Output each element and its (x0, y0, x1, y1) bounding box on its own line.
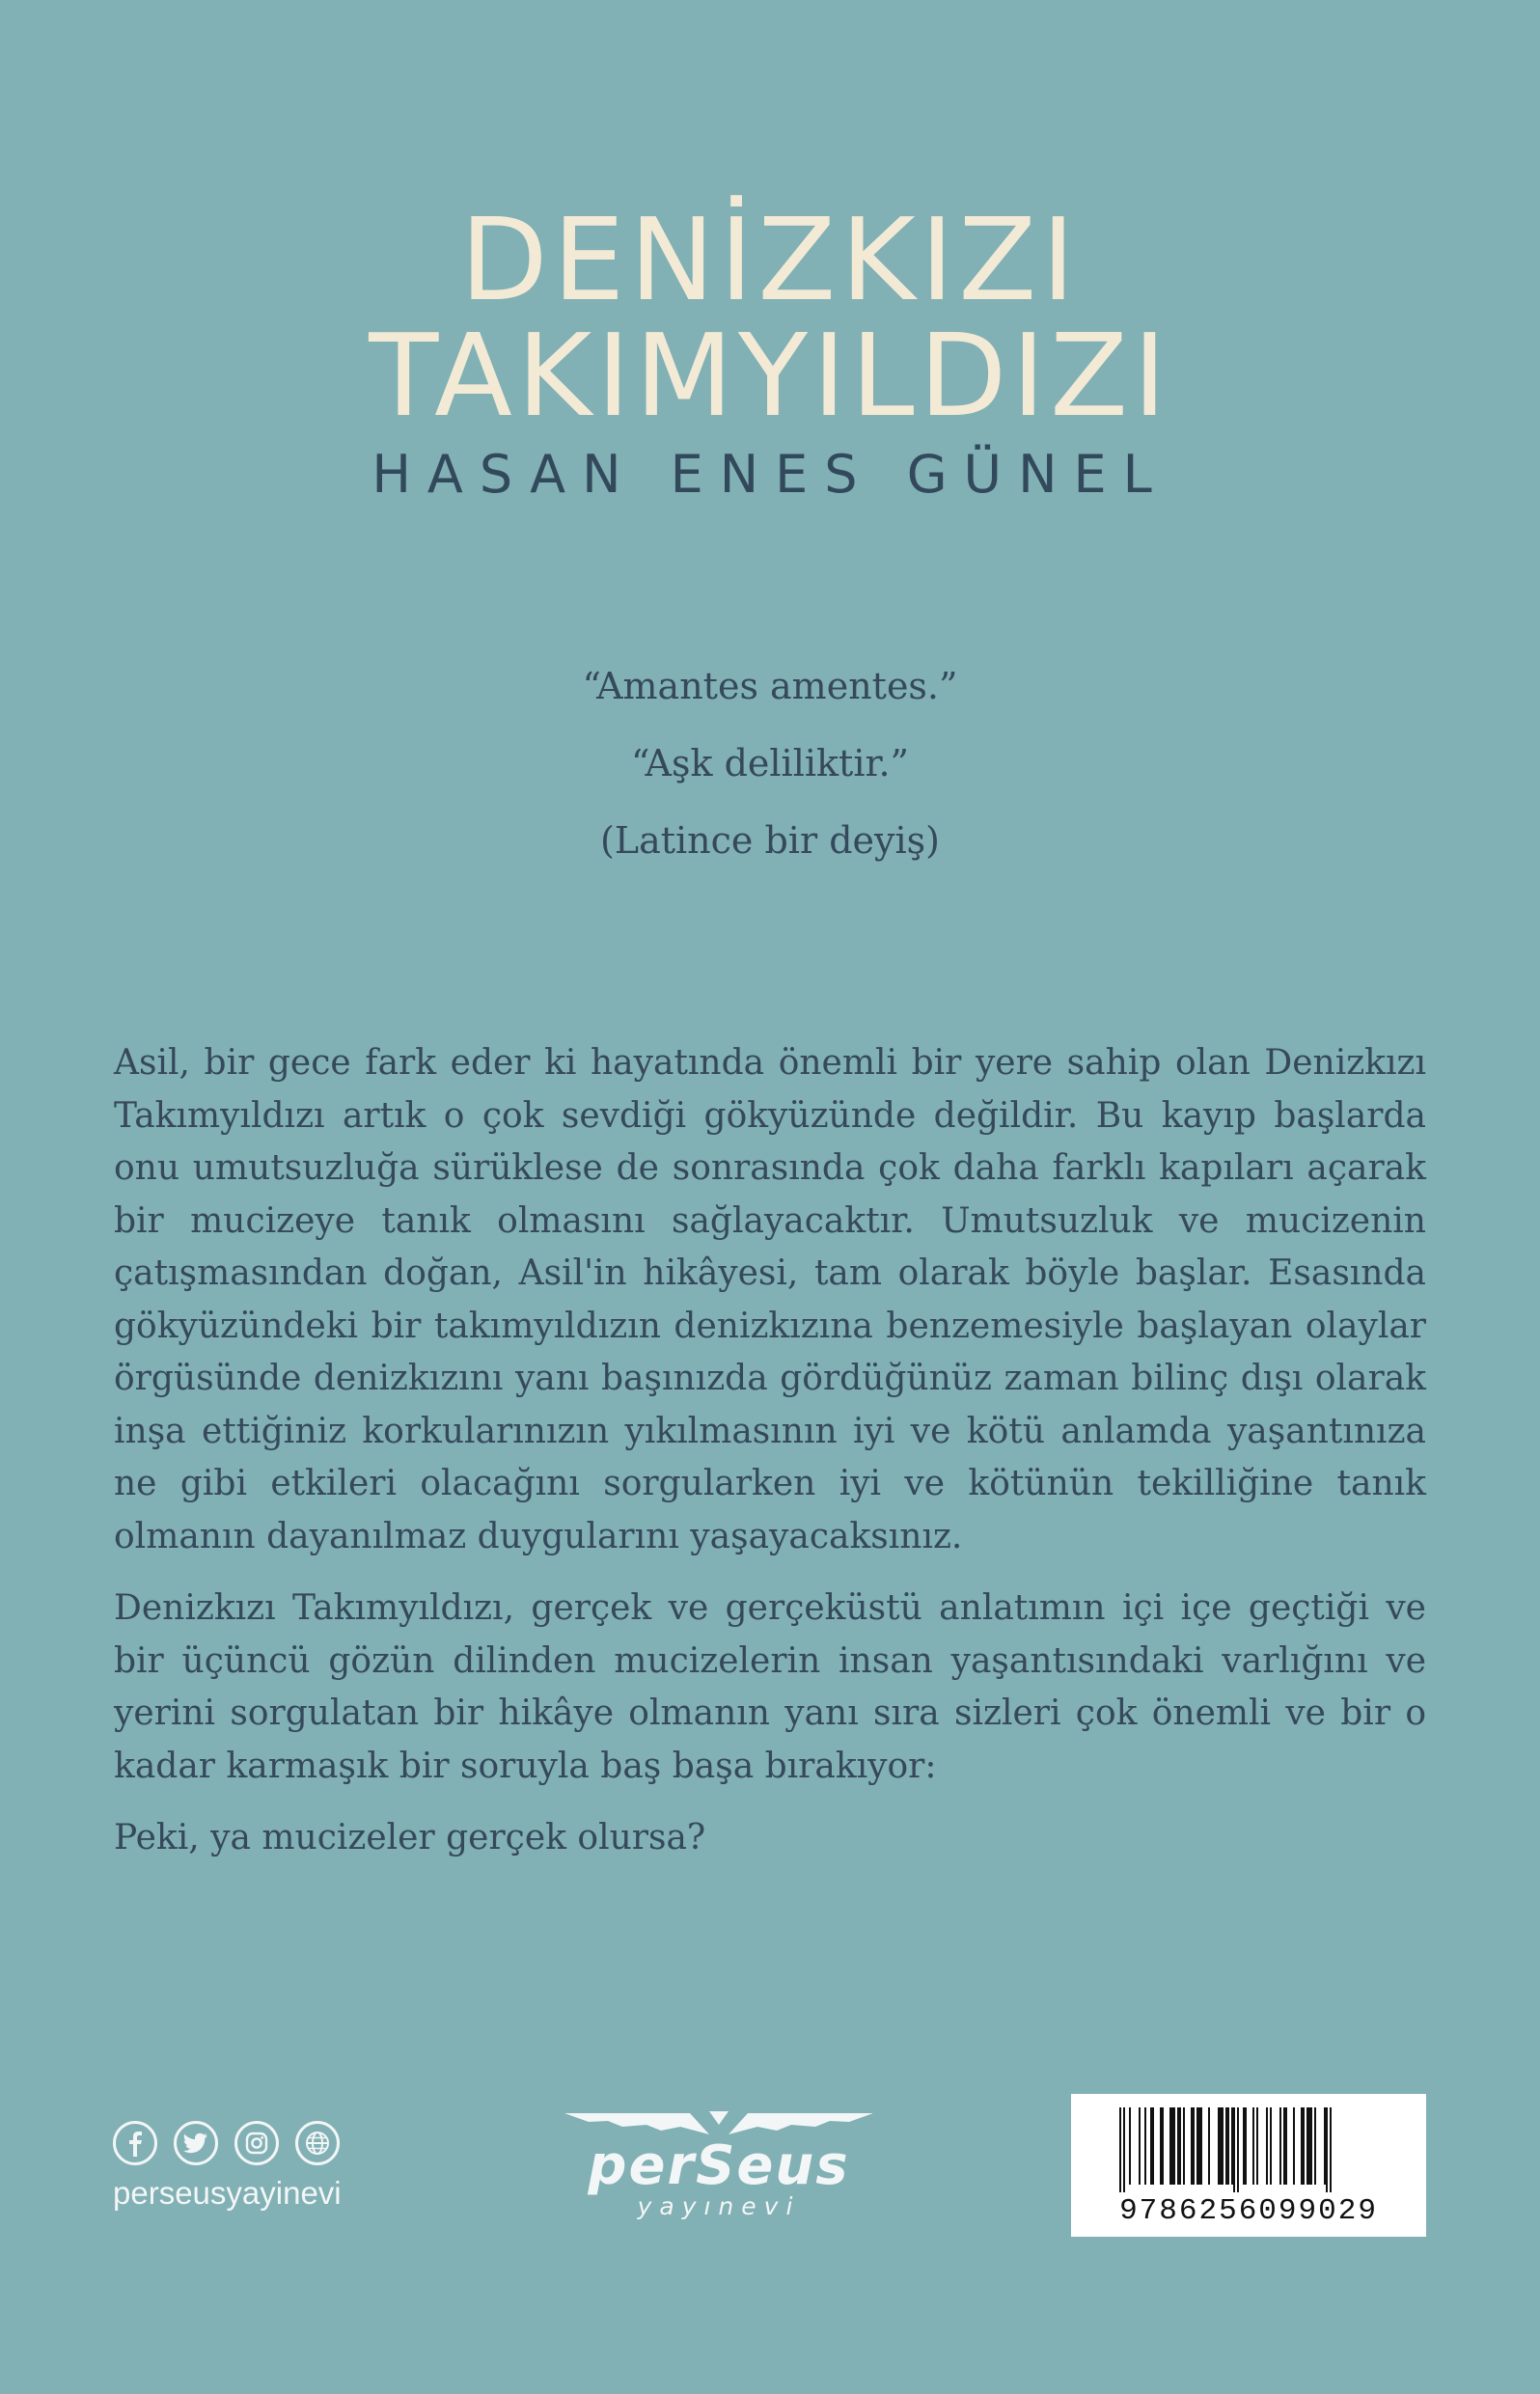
barcode-bar (1139, 2107, 1141, 2185)
barcode-bar (1270, 2107, 1272, 2185)
barcode-bars (1119, 2107, 1378, 2192)
publisher-logo-sub: yayınevi (637, 2192, 801, 2220)
barcode-bar (1183, 2107, 1185, 2185)
barcode-bar (1330, 2107, 1332, 2192)
epigraph-source: (Latince bir deyiş) (600, 819, 940, 862)
barcode-bar (1150, 2107, 1154, 2185)
barcode-bar (1160, 2107, 1164, 2185)
epigraph-latin: “Amantes amentes.” (582, 665, 958, 707)
publisher-logo-word: perSeus (588, 2134, 850, 2197)
epigraph-translation: “Aşk deliliktir.” (631, 742, 909, 784)
barcode-bar (1306, 2107, 1312, 2185)
barcode-bar (1252, 2107, 1254, 2185)
twitter-icon[interactable] (174, 2121, 218, 2165)
isbn-number: 9786256099029 (1119, 2194, 1378, 2228)
barcode-bar (1144, 2107, 1146, 2185)
barcode-bar (1266, 2107, 1268, 2185)
globe-icon[interactable] (295, 2121, 340, 2165)
social-links (113, 2121, 342, 2212)
book-title-line-1: DENİZKIZI (459, 193, 1081, 326)
blurb-paragraph-1: Asil, bir gece fark eder ki hayatında önemli bir yere sahip olan Denizkızı Takımyıldızı artık o çok sevdiği gökyüzünde değildir. Bu kayıp başlarda onu umutsuzluğa sürüklese de sonrasında çok daha farklı kapıları açarak bir mucizeye tanık olmasını sağlayacaktır. Umutsuzluk ve mucizenin çatışmasından doğan, Asil'in hikâyesi, tam olarak böyle başlar. Esasında gökyüzündeki bir takımyıldızın denizkızına benzemesiyle başlayan olaylar örgüsünde denizkızını yanı başınızda gördüğünüz zaman bilinç dışı olarak inşa ettiğiniz korkularınızın yıkılmasının iyi ve kötü anlamda yaşantınıza ne gibi etkileri olacağını sorgularken iyi ve kötünün tekilliğine tanık olmanın dayanılmaz duygularını yaşayacaksınız. (114, 1043, 1426, 1556)
barcode-bar (1279, 2107, 1281, 2185)
barcode-bar (1237, 2107, 1239, 2192)
barcode-bar (1326, 2107, 1328, 2192)
epigraph (0, 656, 1540, 888)
book-title-line-2: TAKIMYILDIZI (369, 309, 1171, 442)
blurb-paragraph-2: Denizkızı Takımyıldızı, gerçek ve gerçeküstü anlatımın içi içe geçtiği ve bir üçüncü gözün dilinden mucizelerin insan yaşantısındaki varlığını ve yerini sorgulatan bir hikâye olmanın yanı sıra sizleri çok önemli ve bir o kadar karmaşık bir soruyla baş başa bırakıyor: (114, 1588, 1426, 1786)
social-handle[interactable]: perseusyayinevi (113, 2175, 342, 2211)
barcode-bar (1169, 2107, 1175, 2185)
facebook-icon[interactable] (113, 2121, 157, 2165)
barcode-bar (1324, 2107, 1326, 2185)
barcode-bar (1283, 2107, 1287, 2185)
barcode-bar (1191, 2107, 1195, 2185)
barcode-bar (1119, 2107, 1121, 2192)
barcode-bar (1123, 2107, 1125, 2192)
barcode-bar (1256, 2107, 1258, 2185)
barcode-bar (1314, 2107, 1316, 2185)
barcode-bar (1293, 2107, 1295, 2185)
instagram-icon[interactable] (234, 2121, 279, 2165)
blurb-paragraph-3: Peki, ya mucizeler gerçek olursa? (114, 1818, 706, 1857)
barcode-bar (1196, 2107, 1202, 2185)
barcode-bar (1225, 2107, 1229, 2185)
blurb (114, 1037, 1426, 1865)
barcode-bar (1129, 2107, 1131, 2185)
barcode-bar (1301, 2107, 1305, 2185)
barcode-bar (1218, 2107, 1224, 2185)
barcode-bar (1208, 2107, 1210, 2185)
barcode-bar (1177, 2107, 1181, 2185)
author-name: HASAN ENES GÜNEL (371, 444, 1169, 505)
publisher-logo (564, 2105, 873, 2226)
barcode-bar (1233, 2107, 1235, 2192)
barcode-bar (1243, 2107, 1247, 2185)
isbn-barcode (1071, 2094, 1426, 2237)
barcode-bar (1231, 2107, 1233, 2185)
